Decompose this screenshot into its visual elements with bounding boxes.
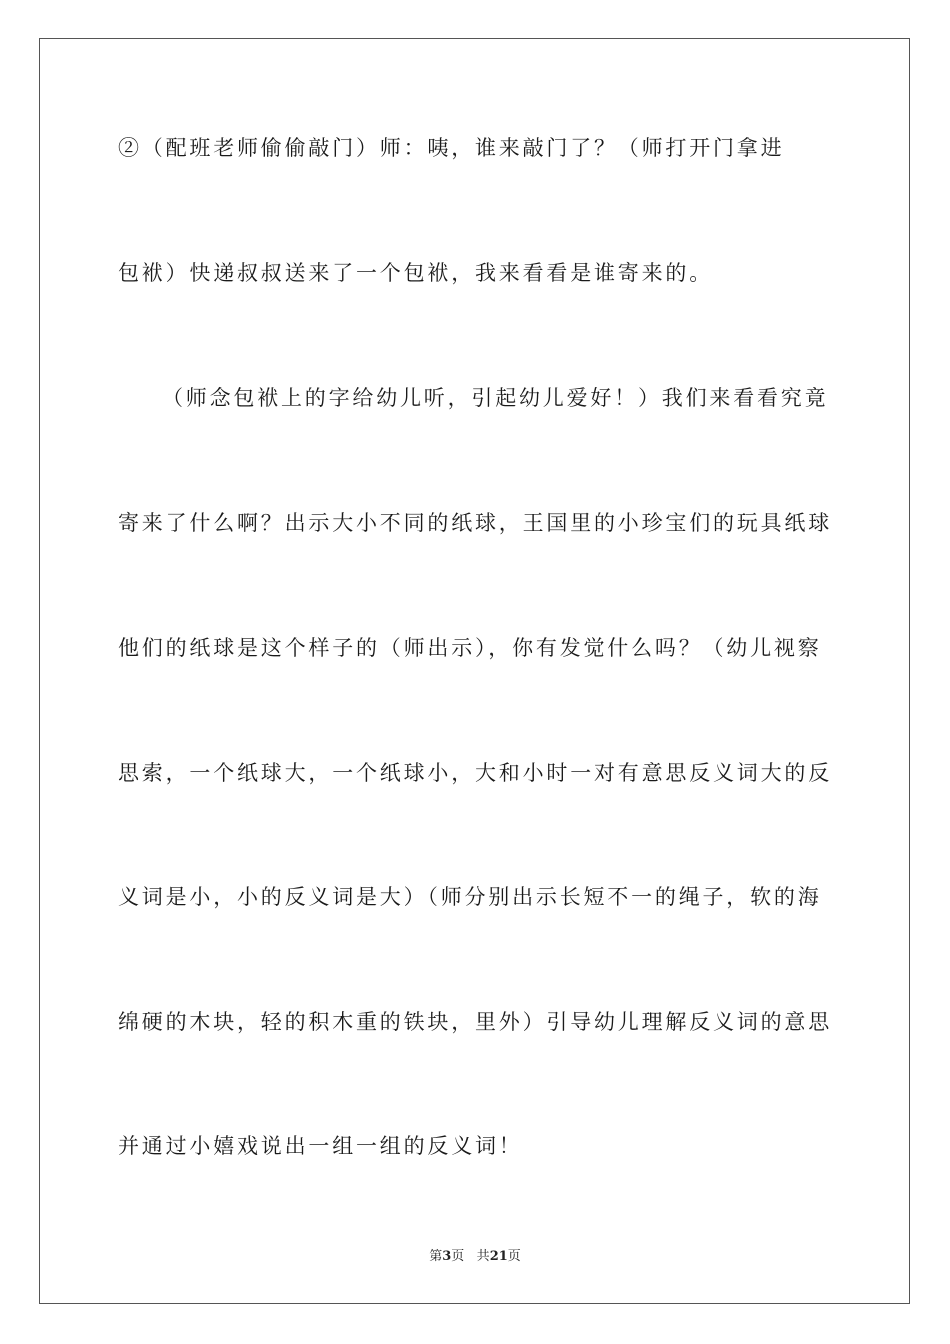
footer-page-suffix: 页 bbox=[451, 1249, 465, 1264]
paragraph-line-1: ②（配班老师偷偷敲门）师：咦，谁来敲门了？（师打开门拿进 bbox=[118, 136, 785, 160]
footer-total-pages: 21 bbox=[489, 1249, 508, 1264]
paragraph-line-6: 思索，一个纸球大，一个纸球小，大和小时一对有意思反义词大的反 bbox=[118, 761, 832, 785]
page-border bbox=[39, 38, 910, 1304]
paragraph-line-9: 并通过小嬉戏说出一组一组的反义词！ bbox=[118, 1134, 523, 1158]
paragraph-line-5: 他们的纸球是这个样子的（师出示），你有发觉什么吗？（幼儿视察 bbox=[118, 636, 822, 660]
footer-page-number: 3 bbox=[442, 1249, 452, 1264]
footer-total-suffix: 页 bbox=[507, 1249, 521, 1264]
paragraph-line-2: 包袱）快递叔叔送来了一个包袱，我来看看是谁寄来的。 bbox=[118, 261, 713, 285]
paragraph-line-7: 义词是小，小的反义词是大）（师分别出示长短不一的绳子，软的海 bbox=[118, 885, 822, 909]
page-footer bbox=[0, 1248, 950, 1266]
paragraph-line-8: 绵硬的木块，轻的积木重的铁块，里外）引导幼儿理解反义词的意思 bbox=[118, 1010, 832, 1034]
paragraph-line-4: 寄来了什么啊？出示大小不同的纸球，王国里的小珍宝们的玩具纸球 bbox=[118, 511, 832, 535]
footer-page-prefix: 第 bbox=[429, 1249, 443, 1264]
paragraph-line-3: （师念包袱上的字给幼儿听，引起幼儿爱好！）我们来看看究竟 bbox=[162, 386, 829, 410]
footer-total-prefix: 共 bbox=[476, 1249, 490, 1264]
